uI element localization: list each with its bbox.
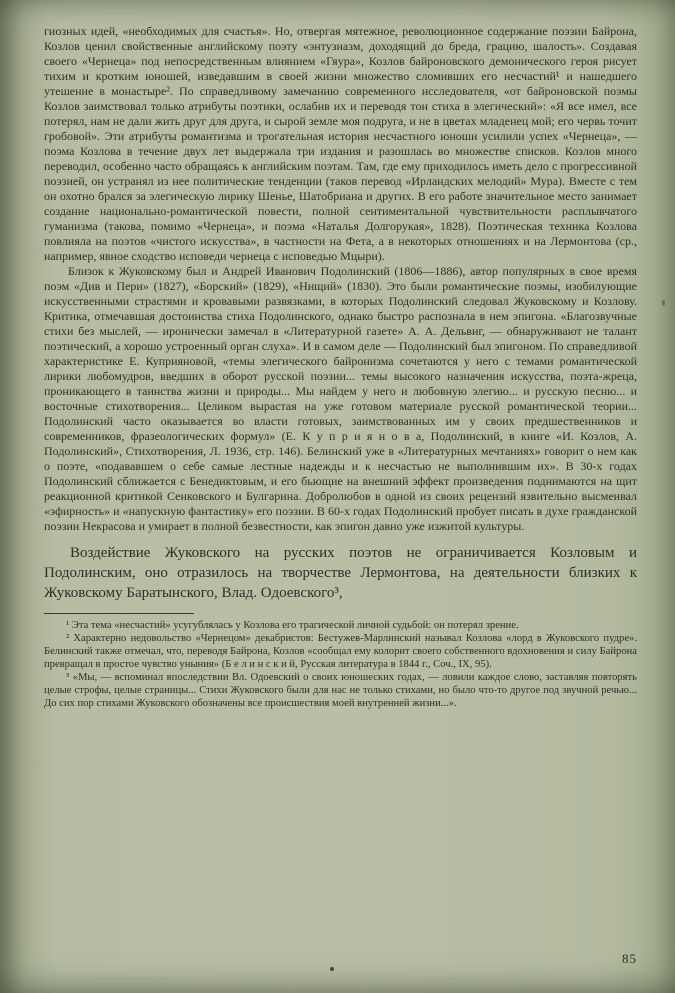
paper-speck: [330, 967, 334, 971]
paper-speck: [662, 300, 665, 306]
paragraph-kozlov-byron: гиозных идей, «необходимых для счастья». Но, отвергая мятежное, революционное содержание поэзии Байрона, Козлов ценил свойственные английскому поэту «энтузиазм, доходящий до бреда, грацию, шалость». Создавая своего «Чернеца» под непосредственным влиянием «Гяура», Козлов байроновского демонического героя рисует тихим и кротким юношей, изведавшим в своей жизни множество сломивших его несчастий¹ и нашедшего утешение в монастыре². По справедливому замечанию современного исследователя, «от байроновской поэмы Козлов заимствовал только атрибуты поэтики, ослабив их и переводя тон стиха в элегический»: «Я все имел, все потерял, нам не дали жить друг для друга, и сырой земле моя подруга, и не в цветах младенец мой; его червь точит гробовой». Эти атрибуты романтизма и трогательная история несчастного юноши усилили успех «Чернеца», — поэма Козлова в течение двух лет выдержала три издания и разошлась во множестве списков. Козлов много переводил, особенно часто обращаясь к английским поэтам. Там, где ему приходилось иметь дело с прогрессивной поэзией, он устранял из нее политические тенденции (таков перевод «Ирландских мелодий» Мура). Вместе с тем он охотно брался за элегическую лирику Шенье, Шатобриана и других. В его работе значительное место занимает создание национально-романтической повести, полной сентиментальной чувствительности расплывчатого гуманизма (такова, помимо «Чернеца», и поэма «Наталья Долгорукая», 1828). Поэтическая техника Козлова повлияла на поэтов «чистого искусства», в частности на Фета, а в некоторых отношениях и на Лермонтова (ср., например, явное сходство исповеди чернеца с исповедью Мцыри).: [44, 24, 637, 263]
paragraph-zhukovsky-influence: Воздействие Жуковского на русских поэтов не ограничивается Козловым и Подолинским, оно отразилось на творчестве Лермонтова, на деятельности близких к Жуковскому Баратынского, Влад. Одоевского³,: [44, 545, 637, 601]
page-text-block: [44, 24, 637, 710]
page-number: 85: [622, 951, 637, 966]
footnote-2: ² Характерно недовольство «Чернецом» декабристов: Бестужев-Марлинский называл Козлова «лорд в Жуковского пудре». Белинский также отмечал, что, переводя Байрона, Козлов «сообщал ему колорит своего собственного вдохновения и силу Байрона превращал в простое чувство уныния» (Б е л и н с к и й, Русская литература в 1844 г., Соч., IX, 95).: [44, 633, 637, 670]
footnote-1: ¹ Эта тема «несчастий» усугублялась у Козлова его трагической личной судьбой: он потерял зрение.: [66, 620, 519, 631]
footnote-separator-rule: [44, 613, 194, 614]
paragraph-podolinsky: Близок к Жуковскому был и Андрей Иванович Подолинский (1806—1886), автор популярных в свое время поэм «Див и Пери» (1827), «Борский» (1829), «Нищий» (1830). Это были романтические поэмы, изобилующие искусственными страстями и кровавыми развязками, в которых Подолинский следовал Жуковскому и Козлову. Критика, отмечавшая достоинства стиха Подолинского, однако быстро распознала в нем эпигона. «Благозвучные стихи без мыслей, — иронически замечал в «Литературной газете» А. А. Дельвиг, — обнаруживают не талант поэтический, а хорошо устроенный орган слуха». И в самом деле — Подолинский был эпигоном. По справедливой характеристике Е. Куприяновой, «темы элегического байронизма сочетаются у него с темами романтической лирики любомудров, введших в оборот русской поэзии... темы высокого назначения искусства, поэта-жреца, проникающего в таинства жизни и природы... Мы найдем у него и любовную элегию... и русскую песню... и восточные стихотворения... Целиком вырастая на уже готовом материале русской романтической теории... Подолинский часто оказывается во власти готовых, заимствованных им у своих предшественников и современников, фразеологических формул» (Е. К у п р и я н о в а, Подолинский, в книге «И. Козлов, А. Подолинский», Стихотворения, Л. 1936, стр. 146). Белинский уже в «Литературных мечтаниях» говорит о нем как о поэте, «подававшем о себе самые лестные надежды и к несчастью не выполнившим их». В 30-х годах Подолинский сближается с Бенедиктовым, и его бьющие на внешний эффект произведения поднимаются на щит реакционной критикой Сенковского и Булгарина. Добролюбов в одной из своих рецензий язвительно высмеивал «эфирность» и «напускную фантастику» его поэзии. В 60-х годах Подолинский пробует писать в духе гражданской поэзии Некрасова и умирает в полной безвестности, как эпигон давно уже изжитой культуры.: [44, 264, 637, 533]
footnote-3: ³ «Мы, — вспоминал впоследствии Вл. Одоевский о своих юношеских годах, — ловили каждое слово, заставляя повторять целые строфы, целые страницы... Стихи Жуковского были для нас не только стихами, но было что-то другое под звучной речью... До сих пор стихами Жуковского обозначены все происшествия моей внутренней жизни...».: [44, 672, 637, 709]
